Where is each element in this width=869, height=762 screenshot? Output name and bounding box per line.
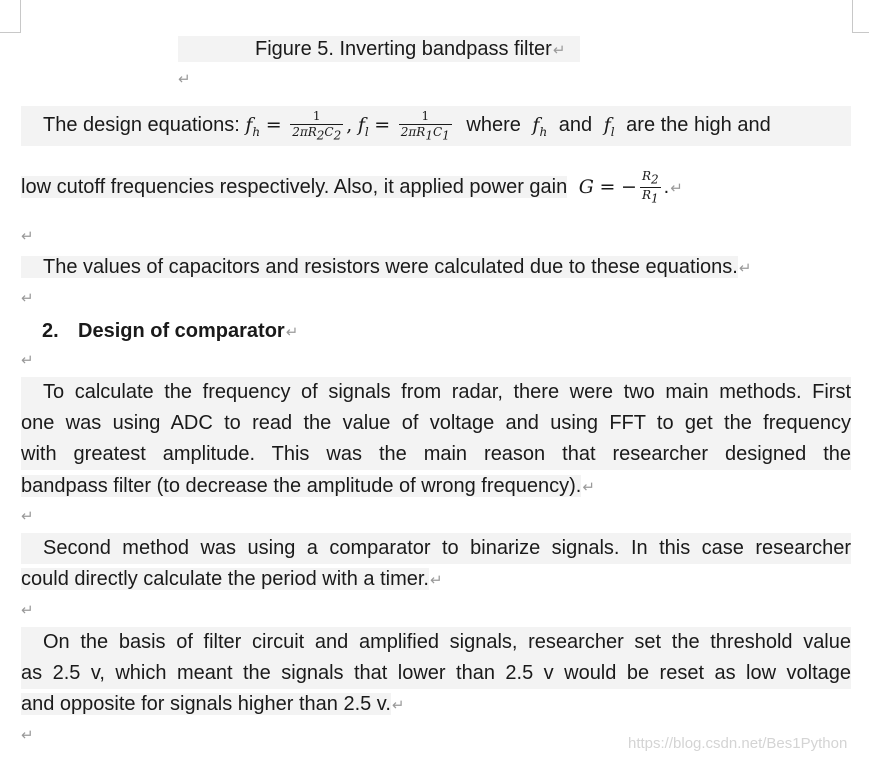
page-corner-left — [0, 0, 21, 33]
para2-line2: could directly calculate the period with a timer.↵ — [21, 568, 443, 590]
fh-fraction: $\frac{1}{2\pi R_2C_2}$ — [292, 108, 342, 142]
paragraph-mark-icon: ↵ — [21, 508, 34, 525]
para3-line2: as 2.5 v, which meant the signals that lower than 2.5 v would be reset as low voltage — [21, 658, 851, 689]
paragraph-mark-icon: ↵ — [670, 180, 683, 197]
paragraph-mark-icon: ↵ — [21, 727, 34, 744]
para1-line1: To calculate the frequency of signals from radar, there were two main methods. First — [21, 377, 851, 408]
fl-fraction: $\frac{1}{2\pi R_1C_1}$ — [400, 108, 450, 142]
para1-line3: with greatest amplitude. This was the main reason that researcher designed the — [21, 439, 851, 470]
paragraph-mark-icon: ↵ — [285, 324, 299, 341]
paragraph-mark-icon: ↵ — [582, 479, 595, 496]
paragraph-mark-icon: ↵ — [21, 228, 34, 245]
para1-line4: bandpass filter (to decrease the amplitude of wrong frequency).↵ — [21, 475, 595, 497]
para2-line1: Second method was using a comparator to binarize signals. In this case researcher — [21, 533, 851, 564]
page-corner-right — [852, 0, 869, 33]
paragraph-mark-icon: ↵ — [21, 352, 34, 369]
paragraph-mark-icon: ↵ — [391, 697, 405, 714]
cutoff-line: low cutoff frequencies respectively. Also, it applied power gain G = − $\frac{R_2}{R_1}$ .↵ — [21, 168, 683, 206]
watermark: https://blog.csdn.net/Bes1Python — [628, 735, 848, 752]
section-heading: 2. Design of comparator↵ — [42, 320, 299, 342]
design-equations-line: The design equations: $f_h$ = $\frac{1}{2\pi R_2C_2}$ , $f_l$ = $\frac{1}{2\pi R_1C_1}$ where $f_h$ and $f_l$ are the high and — [21, 106, 851, 146]
paragraph-mark-icon: ↵ — [429, 572, 443, 589]
para3-line3: and opposite for signals higher than 2.5 v.↵ — [21, 693, 405, 715]
paragraph-mark-icon: ↵ — [738, 260, 752, 277]
paragraph-mark-icon: ↵ — [178, 71, 191, 88]
para1-line2: one was using ADC to read the value of voltage and using FFT to get the frequency — [21, 408, 851, 439]
figure-caption: Figure 5. Inverting bandpass filter↵ — [255, 38, 566, 60]
paragraph-mark-icon: ↵ — [21, 290, 34, 307]
gain-fraction: $\frac{R_2}{R_1}$ — [641, 168, 659, 206]
paragraph-mark-icon: ↵ — [21, 602, 34, 619]
paragraph-mark-icon: ↵ — [552, 42, 566, 59]
values-paragraph: The values of capacitors and resistors were calculated due to these equations.↵ — [21, 252, 851, 284]
para3-line1: On the basis of filter circuit and amplified signals, researcher set the threshold value — [21, 627, 851, 658]
